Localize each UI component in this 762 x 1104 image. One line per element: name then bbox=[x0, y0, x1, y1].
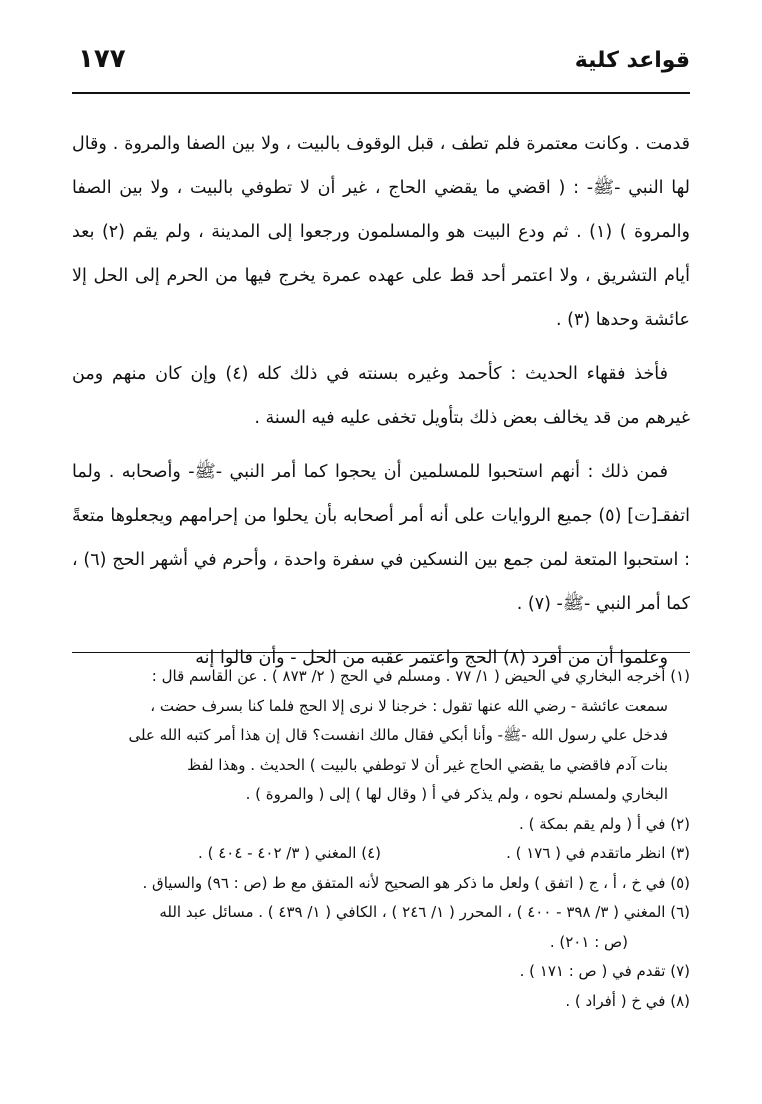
paragraph-1: قدمت . وكانت معتمرة فلم تطف ، قبل الوقوف بالبيت ، ولا بين الصفا والمروة . وقال لها النبي -ﷺ- : ( اقضي ما يقضي الحاج ، غير أن لا تطوفي بالبيت ، ولا بين الصفا والمروة ) (١) . ثم ودع البيت هو والمسلمون ورجعوا إلى المدينة ، ولم يقم (٢) بعد أيام التشريق ، ولا اعتمر أحد قط على عهده عمرة يخرج فيها من الحرم إلى الحل إلا عائشة وحدها (٣) . bbox=[72, 134, 690, 330]
footnote-6-line-1: (٦) المغني ( ٣/ ٣٩٨ - ٤٠٠ ) ، المحرر ( ١/ ٢٤٦ ) ، الكافي ( ١/ ٤٣٩ ) . مسائل عبد الله bbox=[159, 903, 690, 921]
footnote-6-line-2: (ص : ٢٠١) . bbox=[549, 932, 628, 951]
footnote-1-line-2: سمعت عائشة - رضي الله عنها تقول : خرجنا لا نرى إلا الحج فلما كنا بسرف حضت ، bbox=[150, 696, 668, 715]
page-header bbox=[72, 40, 690, 94]
running-head-title: قواعد كلية bbox=[574, 48, 690, 73]
footnote-5: (٥) في خ ، أ ، ج ( اتفق ) ولعل ما ذكر هو الصحيح لأنه المتفق مع ط (ص : ٩٦) والسياق . bbox=[142, 873, 690, 892]
page-number: ١٧٧ bbox=[78, 44, 126, 74]
book-page bbox=[72, 40, 690, 1080]
footnote-2: (٢) في أ ( ولم يقم بمكة ) . bbox=[519, 814, 690, 833]
footnote-3: (٣) انظر ماتقدم في ( ١٧٦ ) . bbox=[506, 844, 690, 862]
footnote-1-line-1: (١) أخرجه البخاري في الحيض ( ١/ ٧٧ . ومسلم في الحج ( ٢/ ٨٧٣ ) . عن القاسم قال : bbox=[151, 667, 690, 685]
footnote-7: (٧) تقدم في ( ص : ١٧١ ) . bbox=[519, 962, 690, 980]
footnote-4: (٤) المغني ( ٣/ ٤٠٢ - ٤٠٤ ) . bbox=[198, 844, 381, 862]
main-text bbox=[72, 122, 690, 690]
footnote-1-line-3: فدخل علي رسول الله -ﷺ- وأنا أبكي فقال مالك انفست؟ قال إن هذا أمر كتبه الله على bbox=[128, 726, 668, 744]
footnote-1-line-5: البخاري ولمسلم نحوه ، ولم يذكر في أ ( وقال لها ) إلى ( والمروة ) . bbox=[245, 785, 668, 803]
paragraph-3: فمن ذلك : أنهم استحبوا للمسلمين أن يحجوا كما أمر النبي -ﷺ- وأصحابه . ولما اتفقـ[ت] (٥) جميع الروايات على أنه أمر أصحابه بأن يحلوا من إحرامهم ويجعلوها متعةً : استحبوا المتعة لمن جمع بين النسكين في سفرة واحدة ، وأحرم في أشهر الحج (٦) ، كما أمر النبي -ﷺ- (٧) . bbox=[72, 462, 690, 614]
paragraph-4: وعلموا أن من أفرد (٨) الحج واعتمر عقبه من الحل - وأن قالوا إنه bbox=[195, 648, 668, 668]
paragraph-2: فأخذ فقهاء الحديث : كأحمد وغيره بسنته في ذلك كله (٤) وإن كان منهم ومن غيرهم من قد يخالف بعض ذلك بتأويل تخفى عليه فيه السنة . bbox=[72, 364, 690, 428]
footnotes bbox=[72, 662, 690, 1016]
footnote-8: (٨) في خ ( أفراد ) . bbox=[565, 991, 690, 1010]
footnote-1-line-4: بنات آدم فاقضي ما يقضي الحاج غير أن لا توطفي بالبيت ) الحديث . وهذا لفظ bbox=[187, 755, 668, 774]
footnote-row-3-4 bbox=[72, 839, 690, 869]
footnote-divider bbox=[72, 652, 690, 653]
